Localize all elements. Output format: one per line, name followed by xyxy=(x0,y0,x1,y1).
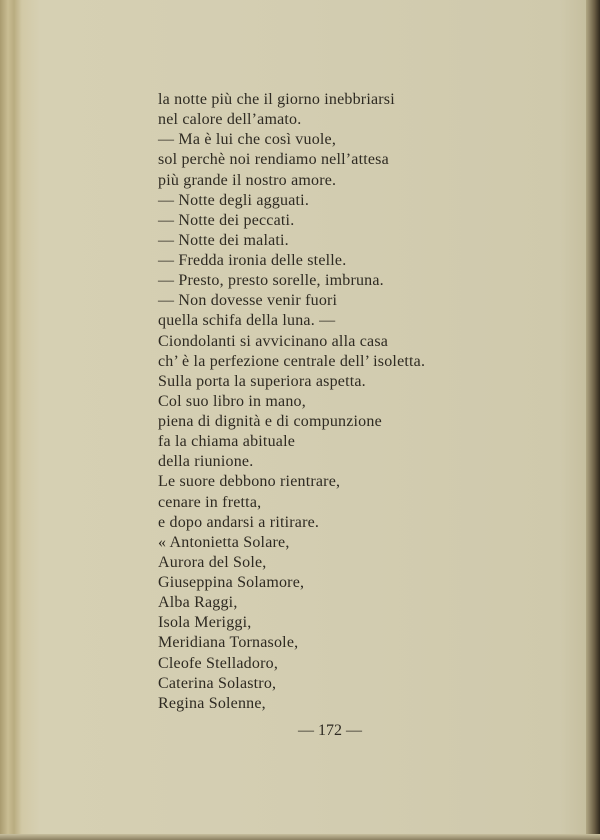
text-line: Cleofe Stelladoro, xyxy=(158,654,279,672)
text-line: Meridiana Tornasole, xyxy=(158,634,299,652)
text-line: Alba Raggi, xyxy=(158,594,238,612)
text-line: Aurora del Sole, xyxy=(158,553,267,571)
text-line: — Non dovesse venir fuori xyxy=(158,292,338,310)
text-line: quella schifa della luna. — xyxy=(158,312,336,330)
text-line: — Notte degli agguati. xyxy=(158,191,310,209)
text-line: la notte più che il giorno inebbriarsi xyxy=(158,91,395,108)
text-line: ch’ è la perfezione centrale dell’ isoletta. xyxy=(158,352,426,370)
text-line: Caterina Solastro, xyxy=(158,674,277,692)
text-line: — Notte dei malati. xyxy=(158,231,289,249)
page-bottom-edge xyxy=(0,834,600,840)
poem-text xyxy=(158,90,425,714)
text-line: Giuseppina Solamore, xyxy=(158,574,305,591)
text-line: — Presto, presto sorelle, imbruna. xyxy=(158,272,384,290)
text-line: sol perchè noi rendiamo nell’attesa xyxy=(158,151,389,169)
text-line: fa la chiama abituale xyxy=(158,433,296,451)
page-number: — 172 — xyxy=(298,722,362,739)
text-line: « Antonietta Solare, xyxy=(158,533,290,551)
text-line: e dopo andarsi a ritirare. xyxy=(158,513,320,531)
text-line: — Fredda ironia delle stelle. xyxy=(158,252,347,269)
text-line: Le suore debbono rientrare, xyxy=(158,473,341,491)
text-line: Col suo libro in mano, xyxy=(158,392,306,410)
text-line: nel calore dell’amato. xyxy=(158,111,302,129)
text-line: piena di dignità e di compunzione xyxy=(158,413,382,430)
text-line: — Ma è lui che così vuole, xyxy=(158,131,337,149)
text-line: Regina Solenne, xyxy=(158,694,266,712)
text-line: Isola Meriggi, xyxy=(158,614,252,632)
text-line: della riunione. xyxy=(158,453,254,471)
text-line: Ciondolanti si avvicinano alla casa xyxy=(158,332,389,350)
text-line: cenare in fretta, xyxy=(158,493,262,511)
text-line: — Notte dei peccati. xyxy=(158,211,295,229)
text-line: più grande il nostro amore. xyxy=(158,171,337,189)
book-edge xyxy=(586,0,600,840)
text-line: Sulla porta la superiora aspetta. xyxy=(158,372,366,390)
